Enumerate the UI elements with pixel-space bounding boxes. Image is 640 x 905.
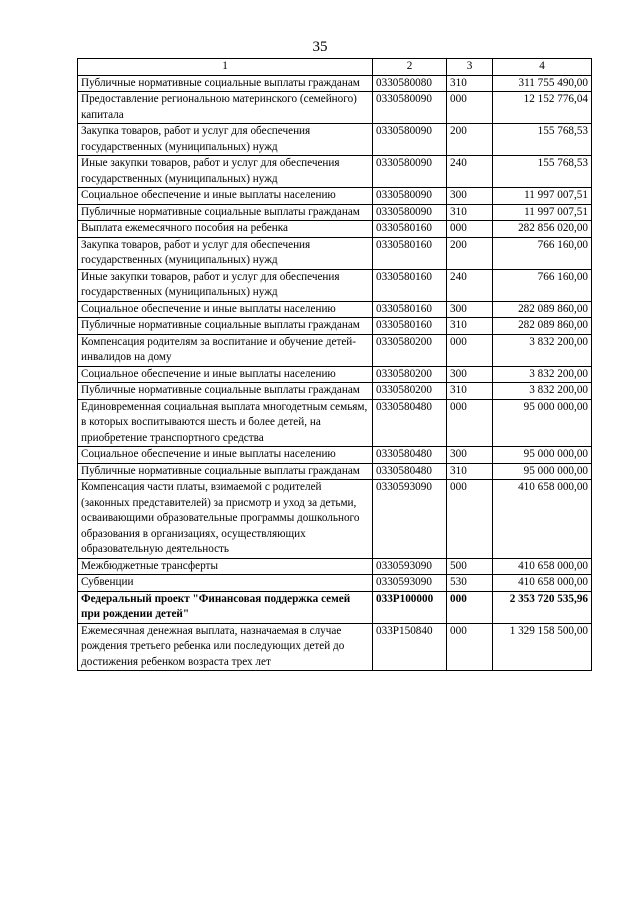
table-row — [78, 366, 592, 383]
table-row — [78, 92, 592, 124]
row-code-cell: 033P150840 — [373, 623, 447, 671]
table-row — [78, 124, 592, 156]
row-amount-cell: 410 658 000,00 — [493, 480, 592, 559]
column-header-3: 3 — [447, 59, 493, 76]
table-row — [78, 399, 592, 447]
row-code-cell: 0330580160 — [373, 221, 447, 238]
row-type-cell: 000 — [447, 334, 493, 366]
row-name-cell: Ежемесячная денежная выплата, назначаемая в случае рождения третьего ребенка или последующих детей до достижения ребенком возраста трех лет — [78, 623, 373, 671]
row-name-cell: Межбюджетные трансферты — [78, 558, 373, 575]
table-row — [78, 623, 592, 671]
row-type-cell: 310 — [447, 204, 493, 221]
row-name-cell: Федеральный проект "Финансовая поддержка семей при рождении детей" — [78, 591, 373, 623]
table-row — [78, 318, 592, 335]
row-code-cell: 0330580090 — [373, 124, 447, 156]
row-code-cell: 0330580200 — [373, 383, 447, 400]
row-type-cell: 000 — [447, 623, 493, 671]
row-name-cell: Социальное обеспечение и иные выплаты населению — [78, 366, 373, 383]
table-row — [78, 591, 592, 623]
row-code-cell: 0330580160 — [373, 318, 447, 335]
column-header-1: 1 — [78, 59, 373, 76]
row-amount-cell: 3 832 200,00 — [493, 383, 592, 400]
row-type-cell: 500 — [447, 558, 493, 575]
row-amount-cell: 410 658 000,00 — [493, 558, 592, 575]
table-row — [78, 75, 592, 92]
row-name-cell: Компенсация части платы, взимаемой с родителей (законных представителей) за присмотр и уход за детьми, осваивающими образовательные программы дошкольного образования в организациях, осуществляющих образовательную деятельность — [78, 480, 373, 559]
row-code-cell: 033P100000 — [373, 591, 447, 623]
row-amount-cell: 3 832 200,00 — [493, 366, 592, 383]
row-type-cell: 310 — [447, 383, 493, 400]
row-type-cell: 300 — [447, 188, 493, 205]
column-header-4: 4 — [493, 59, 592, 76]
row-type-cell: 310 — [447, 318, 493, 335]
row-name-cell: Иные закупки товаров, работ и услуг для обеспечения государственных (муниципальных) нужд — [78, 156, 373, 188]
row-type-cell: 000 — [447, 92, 493, 124]
row-amount-cell: 766 160,00 — [493, 237, 592, 269]
row-code-cell: 0330580090 — [373, 204, 447, 221]
row-name-cell: Предоставление региональною материнского (семейного) капитала — [78, 92, 373, 124]
row-code-cell: 0330580160 — [373, 269, 447, 301]
row-name-cell: Публичные нормативные социальные выплаты гражданам — [78, 75, 373, 92]
row-amount-cell: 282 856 020,00 — [493, 221, 592, 238]
row-amount-cell: 155 768,53 — [493, 156, 592, 188]
row-code-cell: 0330580480 — [373, 463, 447, 480]
table-row — [78, 463, 592, 480]
row-name-cell: Публичные нормативные социальные выплаты гражданам — [78, 318, 373, 335]
page-number: 35 — [312, 39, 328, 55]
column-header-2: 2 — [373, 59, 447, 76]
row-amount-cell: 410 658 000,00 — [493, 575, 592, 592]
row-name-cell: Публичные нормативные социальные выплаты гражданам — [78, 204, 373, 221]
row-type-cell: 300 — [447, 301, 493, 318]
row-name-cell: Иные закупки товаров, работ и услуг для обеспечения государственных (муниципальных) нужд — [78, 269, 373, 301]
table-row — [78, 188, 592, 205]
table-row — [78, 447, 592, 464]
row-amount-cell: 766 160,00 — [493, 269, 592, 301]
table-row — [78, 204, 592, 221]
row-type-cell: 310 — [447, 463, 493, 480]
table-row — [78, 156, 592, 188]
row-type-cell: 300 — [447, 447, 493, 464]
row-type-cell: 000 — [447, 480, 493, 559]
table-row — [78, 237, 592, 269]
row-name-cell: Субвенции — [78, 575, 373, 592]
row-type-cell: 300 — [447, 366, 493, 383]
row-amount-cell: 2 353 720 535,96 — [493, 591, 592, 623]
row-name-cell: Социальное обеспечение и иные выплаты населению — [78, 447, 373, 464]
table-row — [78, 269, 592, 301]
row-type-cell: 240 — [447, 269, 493, 301]
row-type-cell: 240 — [447, 156, 493, 188]
table-header-row — [78, 59, 592, 76]
row-name-cell: Закупка товаров, работ и услуг для обеспечения государственных (муниципальных) нужд — [78, 124, 373, 156]
row-type-cell: 000 — [447, 399, 493, 447]
row-name-cell: Социальное обеспечение и иные выплаты населению — [78, 301, 373, 318]
row-name-cell: Социальное обеспечение и иные выплаты населению — [78, 188, 373, 205]
row-name-cell: Публичные нормативные социальные выплаты гражданам — [78, 383, 373, 400]
row-name-cell: Закупка товаров, работ и услуг для обеспечения государственных (муниципальных) нужд — [78, 237, 373, 269]
row-amount-cell: 311 755 490,00 — [493, 75, 592, 92]
row-amount-cell: 1 329 158 500,00 — [493, 623, 592, 671]
table-row — [78, 221, 592, 238]
table-row — [78, 575, 592, 592]
table-row — [78, 301, 592, 318]
row-amount-cell: 95 000 000,00 — [493, 447, 592, 464]
table-row — [78, 334, 592, 366]
row-code-cell: 0330593090 — [373, 480, 447, 559]
table-row — [78, 383, 592, 400]
row-amount-cell: 12 152 776,04 — [493, 92, 592, 124]
row-amount-cell: 282 089 860,00 — [493, 301, 592, 318]
row-amount-cell: 95 000 000,00 — [493, 399, 592, 447]
row-code-cell: 0330580090 — [373, 92, 447, 124]
row-code-cell: 0330580480 — [373, 447, 447, 464]
row-type-cell: 310 — [447, 75, 493, 92]
row-amount-cell: 3 832 200,00 — [493, 334, 592, 366]
row-type-cell: 000 — [447, 221, 493, 238]
row-code-cell: 0330593090 — [373, 558, 447, 575]
budget-table — [77, 58, 592, 671]
row-code-cell: 0330580090 — [373, 156, 447, 188]
table-row — [78, 480, 592, 559]
row-type-cell: 000 — [447, 591, 493, 623]
table-row — [78, 558, 592, 575]
row-code-cell: 0330580480 — [373, 399, 447, 447]
row-code-cell: 0330580200 — [373, 366, 447, 383]
row-amount-cell: 282 089 860,00 — [493, 318, 592, 335]
row-name-cell: Публичные нормативные социальные выплаты гражданам — [78, 463, 373, 480]
row-amount-cell: 95 000 000,00 — [493, 463, 592, 480]
row-type-cell: 200 — [447, 237, 493, 269]
row-code-cell: 0330580200 — [373, 334, 447, 366]
row-code-cell: 0330580080 — [373, 75, 447, 92]
row-name-cell: Компенсация родителям за воспитание и обучение детей-инвалидов на дому — [78, 334, 373, 366]
row-amount-cell: 155 768,53 — [493, 124, 592, 156]
row-type-cell: 530 — [447, 575, 493, 592]
row-code-cell: 0330580160 — [373, 237, 447, 269]
row-code-cell: 0330580160 — [373, 301, 447, 318]
row-name-cell: Выплата ежемесячного пособия на ребенка — [78, 221, 373, 238]
row-type-cell: 200 — [447, 124, 493, 156]
row-code-cell: 0330593090 — [373, 575, 447, 592]
row-amount-cell: 11 997 007,51 — [493, 204, 592, 221]
row-code-cell: 0330580090 — [373, 188, 447, 205]
row-amount-cell: 11 997 007,51 — [493, 188, 592, 205]
row-name-cell: Единовременная социальная выплата многодетным семьям, в которых воспитываются шесть и более детей, на приобретение транспортного средства — [78, 399, 373, 447]
